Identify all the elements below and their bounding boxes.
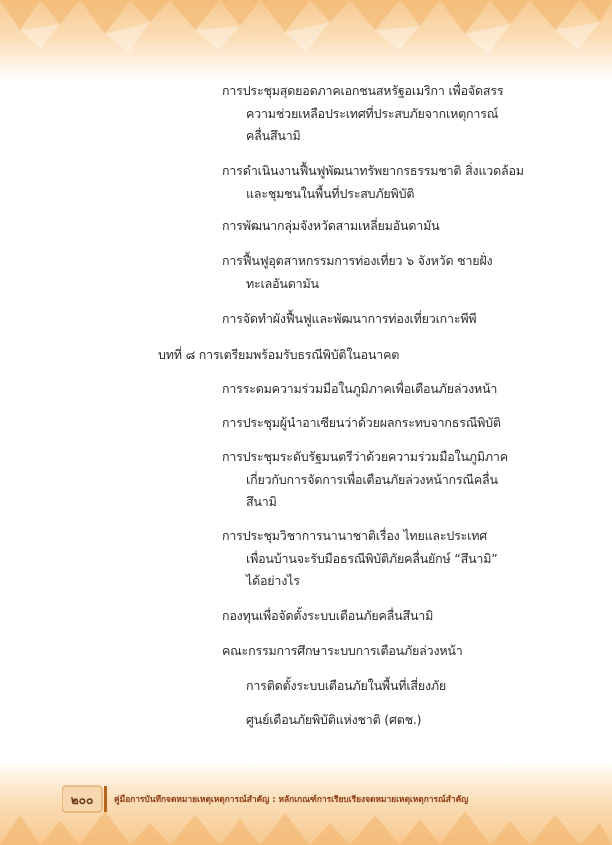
entry-line: เกี่ยวกับการจัดการเพื่อเตือนภัยล่วงหน้ากรณีคลื่น [246, 471, 498, 487]
page-number: ๒๐๐ [70, 793, 94, 807]
toc-entry [222, 308, 476, 331]
entry-line: คณะกรรมการศึกษาระบบการเตือนภัยล่วงหน้า [222, 643, 463, 658]
entry-line: กองทุนเพื่อจัดตั้งระบบเตือนภัยคลื่นสึนามิ [222, 608, 434, 623]
entry-line: การดำเนินงานฟื้นฟูพัฒนาทรัพยากรธรรมชาติ สิ่งแวดล้อม [222, 163, 524, 178]
chapter-title: บทที่ ๘ การเตรียมพร้อมรับธรณีพิบัติในอนาคต [158, 347, 400, 362]
entry-line: ความช่วยเหลือประเทศที่ประสบภัยจากเหตุการณ์ [246, 105, 499, 121]
entry-line: การประชุมสุดยอดภาคเอกชนสหรัฐอเมริกา เพื่อจัดสรร [222, 83, 504, 98]
chapter-heading [158, 344, 399, 367]
entry-line: ศูนย์เตือนภัยพิบัติแห่งชาติ (ศตช.) [246, 712, 422, 727]
toc-entry [222, 525, 498, 593]
entry-line: การประชุมผู้นำอาเซียนว่าด้วยผลกระทบจากธรณีพิบัติ [222, 415, 501, 430]
toc-subentry [246, 709, 421, 732]
toc-entry [222, 160, 524, 205]
toc-entry [222, 250, 492, 295]
entry-line: เพื่อนบ้านจะรับมือธรณีพิบัติภัยคลื่นยักษ์ “สึนามิ” [246, 550, 498, 566]
running-footer: คู่มือการบันทึกจดหมายเหตุเหตุการณ์สำคัญ : หลักเกณฑ์การเรียบเรียงจดหมายเหตุเหตุการณ์สำคัญ [114, 794, 469, 804]
entry-line: การจัดทำผังฟื้นฟูและพัฒนาการท่องเที่ยวเกาะพีพี [222, 311, 477, 326]
toc-entry [222, 605, 433, 628]
entry-line: การติดตั้งระบบเตือนภัยในพื้นที่เสี่ยงภัย [246, 678, 447, 693]
toc-entry [222, 446, 508, 514]
entry-line: ได้อย่างไร [246, 573, 300, 588]
footer-divider [104, 786, 107, 812]
entry-line: การพัฒนากลุ่มจังหวัดสามเหลี่ยมอันดามัน [222, 218, 440, 233]
entry-line: สึนามิ [246, 494, 277, 509]
entry-line: และชุมชนในพื้นที่ประสบภัยพิบัติ [246, 185, 415, 201]
entry-line: การระดมความร่วมมือในภูมิภาคเพื่อเตือนภัยล่วงหน้า [222, 381, 498, 396]
toc-entry [222, 378, 497, 401]
toc-entry [222, 412, 501, 435]
entry-line: ทะเลอันดามัน [246, 275, 319, 291]
entry-line: การประชุมวิชาการนานาชาติเรื่อง ไทยและประเทศ [222, 528, 488, 543]
entry-line: คลื่นสึนามิ [246, 128, 301, 143]
toc-entry [222, 80, 503, 148]
entry-line: การฟื้นฟูอุตสาหกรรมการท่องเที่ยว ๖ จังหวัด ชายฝั่ง [222, 253, 493, 268]
entry-line: การประชุมระดับรัฐมนตรีว่าด้วยความร่วมมือในภูมิภาค [222, 449, 508, 464]
toc-entry [222, 640, 463, 663]
toc-entry [222, 215, 439, 238]
toc-subentry [246, 675, 446, 698]
